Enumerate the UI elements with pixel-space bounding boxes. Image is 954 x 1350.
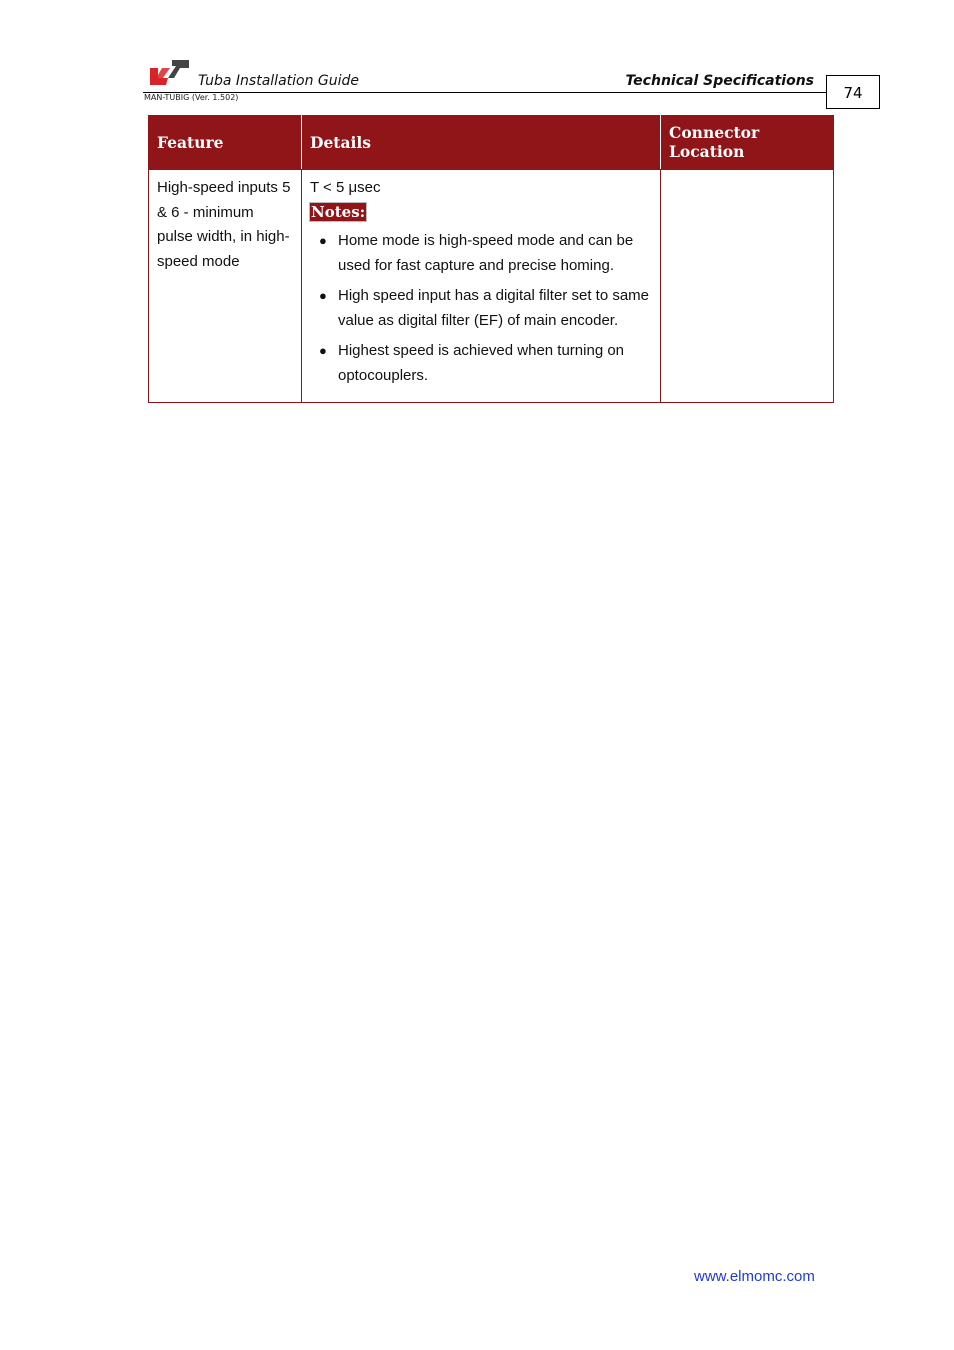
feature-cell: High-speed inputs 5 & 6 - minimum pulse width, in high-speed mode xyxy=(149,170,302,403)
details-value: T < 5 μsec xyxy=(310,179,381,196)
note-text: Home mode is high-speed mode and can be used for fast capture and precise homing. xyxy=(338,232,634,274)
list-item xyxy=(310,284,652,333)
column-header-connector-location: Connector Location xyxy=(661,116,834,170)
document-code: MAN-TUBIG (Ver. 1.502) xyxy=(144,93,239,102)
note-text: Highest speed is achieved when turning on optocouplers. xyxy=(338,342,625,384)
website-link[interactable]: www.elmomc.com xyxy=(694,1268,815,1285)
bullet-icon: ● xyxy=(319,233,327,248)
section-title: Technical Specifications xyxy=(625,73,814,89)
list-item xyxy=(310,229,652,278)
bullet-icon: ● xyxy=(319,288,327,303)
notes-list xyxy=(310,229,652,388)
header-divider xyxy=(143,92,826,93)
elmo-logo-icon xyxy=(148,58,190,86)
note-text: High speed input has a digital filter set to same value as digital filter (EF) of main encoder. xyxy=(338,287,650,329)
details-cell xyxy=(302,170,661,403)
specification-table xyxy=(148,115,834,403)
list-item xyxy=(310,339,652,388)
table-header-row xyxy=(149,116,834,170)
connector-location-cell xyxy=(661,170,834,403)
bullet-icon: ● xyxy=(319,343,327,358)
table-row xyxy=(149,170,834,403)
column-header-details: Details xyxy=(302,116,661,170)
guide-title: Tuba Installation Guide xyxy=(198,73,360,89)
page-number: 74 xyxy=(826,75,880,109)
notes-label: Notes: xyxy=(311,202,366,221)
column-header-feature: Feature xyxy=(149,116,302,170)
